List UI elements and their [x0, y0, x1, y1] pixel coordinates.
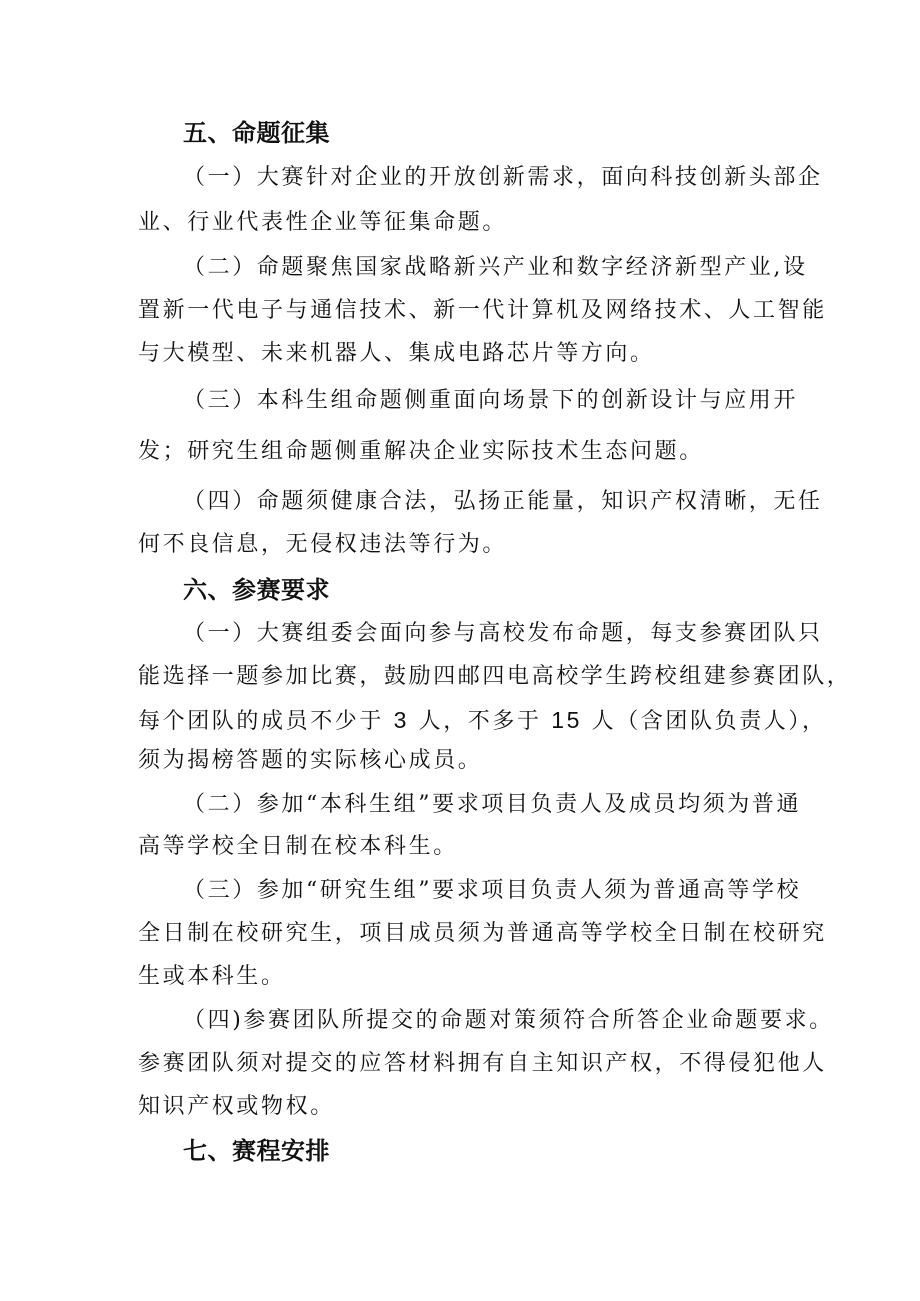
section-7-heading: 七、赛程安排 — [183, 1137, 330, 1165]
section-5-item-4-line-2: 何不良信息，无侵权违法等行为。 — [138, 532, 508, 557]
section-5-item-1-line-2: 业、行业代表性企业等征集命题。 — [138, 210, 508, 235]
section-6-item-4-line-2: 参赛团队须对提交的应答材料拥有自主知识产权，不得侵犯他人 — [138, 1051, 827, 1076]
section-5-item-3-line-1: （三）本科生组命题侧重面向场景下的创新设计与应用开 — [183, 388, 799, 413]
section-6-item-2-line-1: （二）参加“本科生组”要求项目负责人及成员均须为普通 — [183, 792, 802, 817]
section-6-item-1-line-4: 须为揭榜答题的实际核心成员。 — [138, 748, 483, 773]
max-members-value: 15 — [551, 707, 583, 733]
section-5-item-4-line-1: （四）命题须健康合法，弘扬正能量，知识产权清晰，无任 — [183, 489, 823, 514]
section-6-item-2-line-2: 高等学校全日制在校本科生。 — [138, 834, 458, 859]
section-6-item-4-line-3: 知识产权或物权。 — [138, 1094, 335, 1119]
section-5-item-2-line-2: 置新一代电子与通信技术、新一代计算机及网络技术、人工智能 — [138, 298, 827, 323]
line-3-text-e: 人（含团队负责人）， — [591, 709, 827, 734]
section-6-item-4-line-1: （四)参赛团队所提交的命题对策须符合所答企业命题要求。 — [183, 1008, 834, 1033]
section-5-item-1-line-1: （一）大赛针对企业的开放创新需求，面向科技创新头部企 — [183, 165, 823, 190]
section-5-heading: 五、命题征集 — [183, 119, 330, 147]
section-6-item-3-line-1: （三）参加“研究生组”要求项目负责人须为普通高等学校 — [183, 878, 802, 903]
section-6-item-3-line-2: 全日制在校研究生，项目成员须为普通高等学校全日制在校研究 — [138, 921, 827, 946]
section-6-heading: 六、参赛要求 — [183, 576, 330, 604]
section-5-item-2-line-3: 与大模型、未来机器人、集成电路芯片等方向。 — [138, 341, 655, 366]
section-5-item-2-line-1: （二）命题聚焦国家战略新兴产业和数字经济新型产业,设 — [183, 255, 808, 280]
section-5-item-3-line-2: 发；研究生组命题侧重解决企业实际技术生态问题。 — [138, 439, 704, 464]
section-6-item-1-line-2: 能选择一题参加比赛，鼓励四邮四电高校学生跨校组建参赛团队， — [138, 664, 852, 689]
min-members-value: 3 — [393, 707, 410, 733]
section-6-item-1-line-3 — [138, 705, 827, 737]
section-6-item-1-line-1: （一）大赛组委会面向参与高校发布命题，每支参赛团队只 — [183, 621, 823, 646]
line-3-text-a: 每个团队的成员不少于 — [138, 709, 385, 734]
line-3-text-c: 人，不多于 — [418, 709, 542, 734]
section-6-item-3-line-3: 生或本科生。 — [138, 964, 286, 989]
